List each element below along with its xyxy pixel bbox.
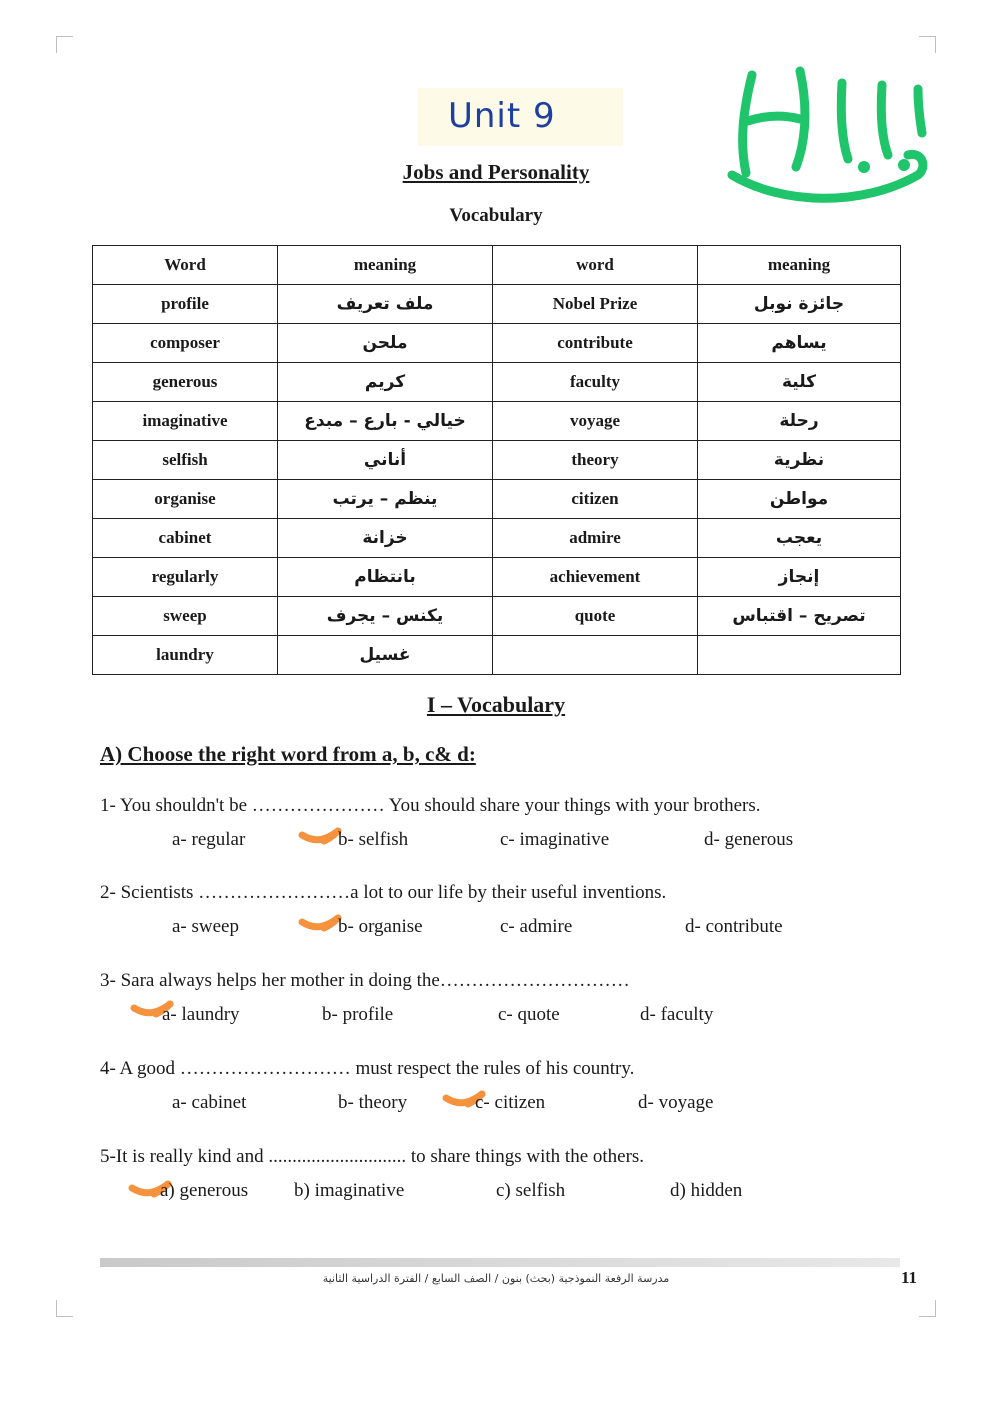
question-2-text: 2- Scientists ……………………a lot to our life by their useful inventions. (100, 882, 667, 903)
question-1-option-a[interactable]: a- regular (172, 829, 246, 850)
cell-word-ar-2: يعجب (698, 519, 901, 558)
table-row (93, 480, 901, 519)
question-3 (100, 970, 920, 1032)
page-title: Jobs and Personality (402, 160, 590, 184)
question-5 (100, 1146, 920, 1208)
page-number: 11 (900, 1268, 917, 1287)
table-row (93, 636, 901, 675)
question-1 (100, 795, 920, 857)
question-1-option-c[interactable]: c- imaginative (500, 829, 610, 850)
cell-word-ar: يكنس – يجرف (278, 597, 493, 636)
question-2 (100, 882, 920, 944)
unit-handwritten-label: Unit 9 (448, 96, 556, 136)
cell-word-en-2: Nobel Prize (493, 285, 698, 324)
cell-word-ar: خزانة (278, 519, 493, 558)
question-3-option-b[interactable]: b- profile (322, 1004, 394, 1025)
scan-corner-bottom-right (919, 1300, 936, 1317)
cell-word-en: imaginative (93, 402, 278, 441)
question-3-text: 3- Sara always helps her mother in doing the………………………… (100, 970, 630, 991)
question-5-option-c[interactable]: c) selfish (496, 1180, 566, 1201)
question-3-option-d[interactable]: d- faculty (640, 1004, 714, 1025)
cell-word-ar-2: نظرية (698, 441, 901, 480)
scan-corner-bottom-left (56, 1300, 73, 1317)
scan-corner-top-left (56, 36, 73, 53)
vocabulary-table (92, 245, 901, 675)
question-5-option-b[interactable]: b) imaginative (294, 1180, 405, 1201)
cell-word-ar: ملحن (278, 324, 493, 363)
cell-word-en-2: quote (493, 597, 698, 636)
footer-school-note: مدرسة الرفعة النموذجية (بحث) بنون / الصف السابع / الفترة الدراسية الثانية (322, 1272, 670, 1285)
table-header-row (93, 246, 901, 285)
cell-word-ar-2: يساهم (698, 324, 901, 363)
cell-word-ar-2: إنجاز (698, 558, 901, 597)
column-header-word-2: word (493, 246, 698, 285)
cell-word-ar-2: جائزة نوبل (698, 285, 901, 324)
cell-word-ar: كريم (278, 363, 493, 402)
question-4 (100, 1058, 920, 1120)
question-4-option-b[interactable]: b- theory (338, 1092, 408, 1113)
footer-divider (100, 1258, 900, 1267)
cell-word-en-2 (493, 636, 698, 675)
cell-word-en: composer (93, 324, 278, 363)
cell-word-en-2: contribute (493, 324, 698, 363)
cell-word-en: organise (93, 480, 278, 519)
cell-word-en: cabinet (93, 519, 278, 558)
question-2-option-c[interactable]: c- admire (500, 916, 573, 937)
question-3-options (100, 1004, 920, 1032)
cell-word-en-2: faculty (493, 363, 698, 402)
question-2-option-b[interactable]: b- organise (338, 916, 423, 937)
section-heading-vocabulary: I – Vocabulary (426, 692, 566, 717)
cell-word-en: sweep (93, 597, 278, 636)
table-row (93, 597, 901, 636)
cell-word-en: selfish (93, 441, 278, 480)
cell-word-ar: خيالي - بارع – مبدع (278, 402, 493, 441)
question-1-option-b[interactable]: b- selfish (338, 829, 409, 850)
cell-word-en: generous (93, 363, 278, 402)
cell-word-ar: ملف تعريف (278, 285, 493, 324)
question-2-options (100, 916, 920, 944)
teacher-signature-icon (722, 55, 942, 215)
question-5-options (100, 1180, 920, 1208)
cell-word-ar-2 (698, 636, 901, 675)
question-5-option-d[interactable]: d) hidden (670, 1180, 743, 1201)
cell-word-ar: أناني (278, 441, 493, 480)
column-header-meaning-1: meaning (278, 246, 493, 285)
cell-word-ar: ينظم – يرتب (278, 480, 493, 519)
cell-word-en-2: theory (493, 441, 698, 480)
cell-word-en: profile (93, 285, 278, 324)
cell-word-ar-2: تصريح – اقتباس (698, 597, 901, 636)
cell-word-en: regularly (93, 558, 278, 597)
column-header-meaning-2: meaning (698, 246, 901, 285)
question-1-text: 1- You shouldn't be ………………… You should share your things with your brothers. (100, 795, 761, 816)
column-header-word-1: Word (93, 246, 278, 285)
question-4-option-c[interactable]: c- citizen (475, 1092, 546, 1113)
table-row (93, 558, 901, 597)
check-mark-icon (298, 912, 342, 940)
cell-word-en: laundry (93, 636, 278, 675)
page-subtitle: Vocabulary (449, 205, 543, 226)
table-row (93, 519, 901, 558)
question-1-options (100, 829, 920, 857)
question-2-option-d[interactable]: d- contribute (685, 916, 783, 937)
table-row (93, 441, 901, 480)
question-4-option-a[interactable]: a- cabinet (172, 1092, 247, 1113)
table-row (93, 285, 901, 324)
cell-word-ar: غسيل (278, 636, 493, 675)
cell-word-ar-2: رحلة (698, 402, 901, 441)
cell-word-ar-2: كلية (698, 363, 901, 402)
question-4-options (100, 1092, 920, 1120)
cell-word-en-2: citizen (493, 480, 698, 519)
table-row (93, 324, 901, 363)
table-row (93, 402, 901, 441)
scan-corner-top-right (919, 36, 936, 53)
question-2-option-a[interactable]: a- sweep (172, 916, 239, 937)
question-3-option-c[interactable]: c- quote (498, 1004, 560, 1025)
question-1-option-d[interactable]: d- generous (704, 829, 794, 850)
cell-word-en-2: admire (493, 519, 698, 558)
table-row (93, 363, 901, 402)
question-5-option-a[interactable]: a) generous (160, 1180, 249, 1201)
cell-word-ar-2: مواطن (698, 480, 901, 519)
question-5-text: 5-It is really kind and ............................. to share things with the others. (100, 1146, 645, 1167)
cell-word-ar: بانتظام (278, 558, 493, 597)
section-heading-part-a: A) Choose the right word from a, b, c& d: (100, 742, 476, 766)
question-4-option-d[interactable]: d- voyage (638, 1092, 714, 1113)
question-3-option-a[interactable]: a- laundry (162, 1004, 240, 1025)
cell-word-en-2: voyage (493, 402, 698, 441)
cell-word-en-2: achievement (493, 558, 698, 597)
check-mark-icon (298, 825, 342, 853)
question-4-text: 4- A good ……………………… must respect the rules of his country. (100, 1058, 635, 1079)
